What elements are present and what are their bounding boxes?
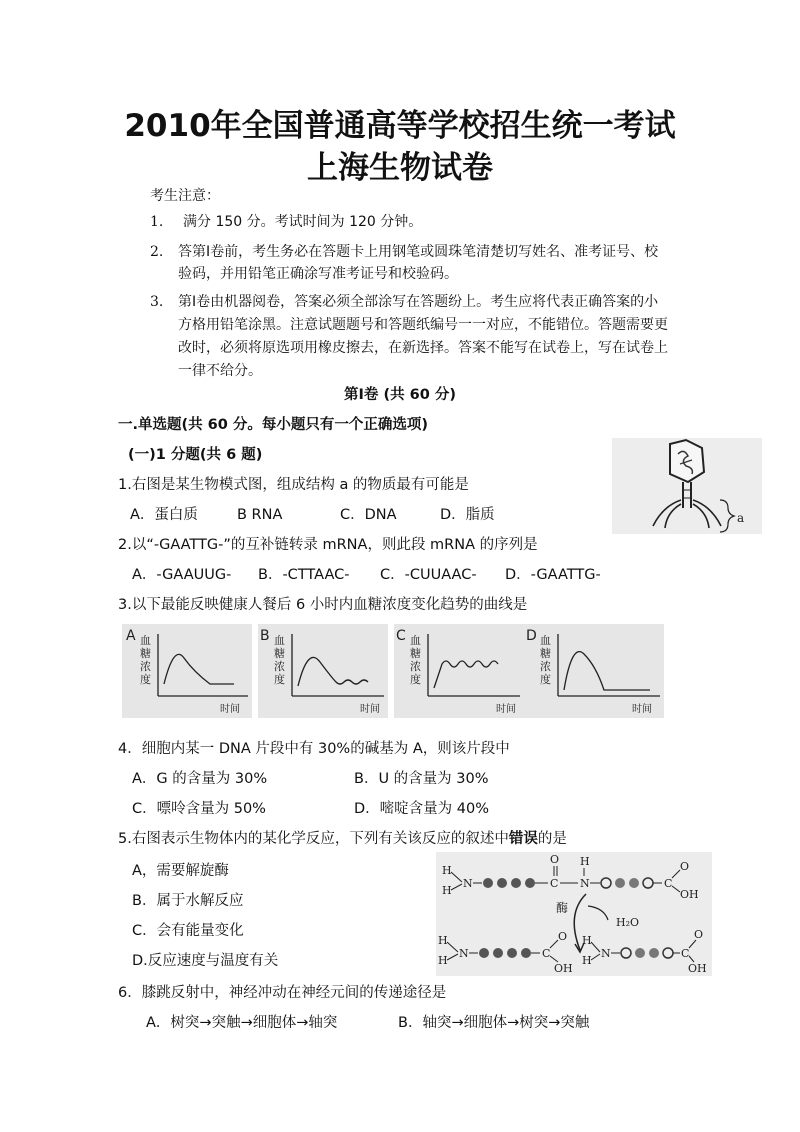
- q5-fig-h2: H: [442, 884, 452, 897]
- q3-graph-c-letter: C: [396, 628, 406, 644]
- q5-fig-o4: O: [694, 928, 704, 941]
- q5-fig-oh3: OH: [688, 962, 707, 975]
- q5-fig-c2: C: [664, 877, 673, 890]
- q1-phage-figure: [612, 438, 762, 534]
- q3-graph-b-xlabel: 时间: [360, 704, 380, 715]
- q2-option-d: D．-GAATTG-: [505, 567, 601, 583]
- q6-option-a: A．树突→突触→细胞体→轴突: [146, 1015, 338, 1031]
- q1-option-a: A．蛋白质: [130, 507, 198, 523]
- notice-item-3-line3: 改时，必须将原选项用橡皮擦去，在新选择。答案不能写在试卷上，写在试卷上: [178, 340, 668, 356]
- q5-fig-c1: C: [550, 877, 559, 890]
- q4-option-d: D．嘧啶含量为 40%: [354, 801, 490, 817]
- q3-graph-d-ylabel-2: 糖: [540, 647, 551, 660]
- q4-option-c: C．嘌呤含量为 50%: [132, 801, 266, 817]
- q2-option-a: A．-GAAUUG-: [132, 567, 232, 583]
- q5-fig-n3: N: [459, 947, 469, 960]
- q5-option-b: B．属于水解反应: [132, 893, 244, 909]
- q3-graph-d-ylabel-3: 浓: [540, 660, 551, 673]
- q3-graph-d-ylabel-4: 度: [540, 673, 551, 686]
- q5-fig-o3: O: [558, 930, 568, 943]
- q3-graph-a-letter: A: [126, 628, 136, 644]
- notice-item-2-line2: 验码，并用铅笔正确涂写准考证号和校验码。: [178, 266, 458, 282]
- q1-option-c: C．DNA: [340, 507, 397, 523]
- q5-stem-bold: 错误: [508, 831, 538, 847]
- q5-fig-n2: N: [580, 877, 590, 890]
- q3-graph-c-xlabel: 时间: [496, 704, 516, 715]
- q3-graph-d-ylabel-1: 血: [540, 634, 551, 647]
- q3-graph-a-ylabel-1: 血: [140, 634, 151, 647]
- exam-title-line1: 2010年全国普通高等学校招生统一考试: [124, 108, 676, 144]
- subpart-heading: (一)1 分题(共 6 题): [128, 447, 263, 463]
- q5-fig-c4: C: [681, 947, 690, 960]
- q5-option-a: A，需要解旋酶: [132, 863, 229, 879]
- q3-graph-b-ylabel-3: 浓: [274, 660, 285, 673]
- notice-heading: 考生注意：: [150, 188, 220, 204]
- q5-fig-enzyme: 酶: [556, 901, 569, 915]
- q3-graph-c-ylabel-3: 浓: [410, 660, 421, 673]
- q6-option-b: B．轴突→细胞体→树突→突触: [398, 1015, 590, 1031]
- q5-option-d: D.反应速度与温度有关: [132, 953, 279, 969]
- q5-fig-o2: O: [680, 860, 690, 873]
- q4-option-a: A．G 的含量为 30%: [132, 771, 268, 787]
- q5-fig-h7: H: [582, 954, 592, 967]
- q3-graph-b: [258, 624, 388, 718]
- q3-graph-c: [394, 624, 524, 718]
- q5-option-c: C．会有能量变化: [132, 923, 244, 939]
- q5-fig-h1: H: [442, 864, 452, 877]
- q5-fig-h6: H: [582, 934, 592, 947]
- q5-fig-oh1: OH: [680, 888, 699, 901]
- exam-title-line2: 上海生物试卷: [307, 150, 493, 186]
- q3-stem: 3.以下最能反映健康人餐后 6 小时内血糖浓度变化趋势的曲线是: [118, 597, 528, 613]
- q3-graph-b-letter: B: [260, 628, 270, 644]
- q2-option-b: B．-CTTAAC-: [258, 567, 350, 583]
- q5-stem-after: 的是: [537, 831, 567, 847]
- notice-item-1-text: 满分 150 分。考试时间为 120 分钟。: [183, 214, 423, 230]
- notice-item-2-line1: 答第Ⅰ卷前，考生务必在答题卡上用钢笔或圆珠笔清楚切写姓名、准考证号、校: [178, 244, 659, 260]
- q2-option-c: C．-CUUAAC-: [380, 567, 477, 583]
- q3-graph-a-ylabel-3: 浓: [140, 660, 151, 673]
- q3-graph-d: [524, 624, 664, 718]
- q3-graph-a-xlabel: 时间: [220, 704, 240, 715]
- q5-fig-c3: C: [542, 947, 551, 960]
- q5-fig-h4: H: [438, 934, 448, 947]
- q1-option-d: D．脂质: [440, 507, 495, 523]
- q5-fig-water: H₂O: [616, 916, 640, 929]
- q5-stem: [118, 828, 567, 850]
- q1-figure-label-a: a: [737, 511, 745, 525]
- q3-graph-d-xlabel: 时间: [632, 704, 652, 715]
- q2-stem: 2.以“-GAATTG-”的互补链转录 mRNA，则此段 mRNA 的序列是: [118, 537, 538, 553]
- notice-item-3-line2: 方格用铅笔涂黑。注意试题题号和答题纸编号一一对应，不能错位。答题需要更: [178, 317, 668, 333]
- q3-graph-a: [122, 624, 252, 718]
- q3-graph-a-ylabel-4: 度: [140, 673, 151, 686]
- q3-graph-c-ylabel-4: 度: [410, 673, 421, 686]
- q3-graph-d-letter: D: [526, 628, 537, 644]
- notice-item-3-line1: 第Ⅰ卷由机器阅卷，答案必须全部涂写在答题纷上。考生应将代表正确答案的小: [178, 294, 659, 310]
- q3-graph-b-ylabel-1: 血: [274, 634, 285, 647]
- q6-stem: 6．膝跳反射中，神经冲动在神经元间的传递途径是: [118, 985, 447, 1001]
- part-heading: 一.单选题(共 60 分。每小题只有一个正确选项): [118, 417, 429, 433]
- notice-item-3-line4: 一律不给分。: [178, 363, 262, 379]
- q3-graph-b-ylabel-4: 度: [274, 673, 285, 686]
- q4-stem: 4．细胞内某一 DNA 片段中有 30%的碱基为 A，则该片段中: [118, 741, 510, 757]
- q1-option-b: B RNA: [237, 507, 283, 523]
- notice-item-1-num: 1.: [150, 214, 164, 230]
- q5-fig-o1: O: [550, 853, 560, 866]
- q5-fig-h5: H: [438, 954, 448, 967]
- q5-fig-oh2: OH: [554, 962, 573, 975]
- q4-option-b: B．U 的含量为 30%: [354, 771, 489, 787]
- notice-item-2-num: 2.: [150, 244, 164, 260]
- q5-fig-n4: N: [601, 947, 611, 960]
- q3-graph-a-ylabel-2: 糖: [140, 647, 151, 660]
- q3-graph-b-ylabel-2: 糖: [274, 647, 285, 660]
- q5-fig-h3: H: [580, 855, 590, 868]
- q3-graph-c-ylabel-1: 血: [410, 634, 421, 647]
- q5-stem-before: 5.右图表示生物体内的某化学反应，下列有关该反应的叙述中: [118, 831, 509, 847]
- q5-reaction-figure: [436, 852, 712, 976]
- q3-graph-c-ylabel-2: 糖: [410, 647, 421, 660]
- notice-item-3-num: 3.: [150, 294, 164, 310]
- q1-stem: 1.右图是某生物模式图，组成结构 a 的物质最有可能是: [118, 477, 469, 493]
- section-title: 第Ⅰ卷 (共 60 分): [344, 387, 456, 403]
- q5-fig-n1: N: [463, 877, 473, 890]
